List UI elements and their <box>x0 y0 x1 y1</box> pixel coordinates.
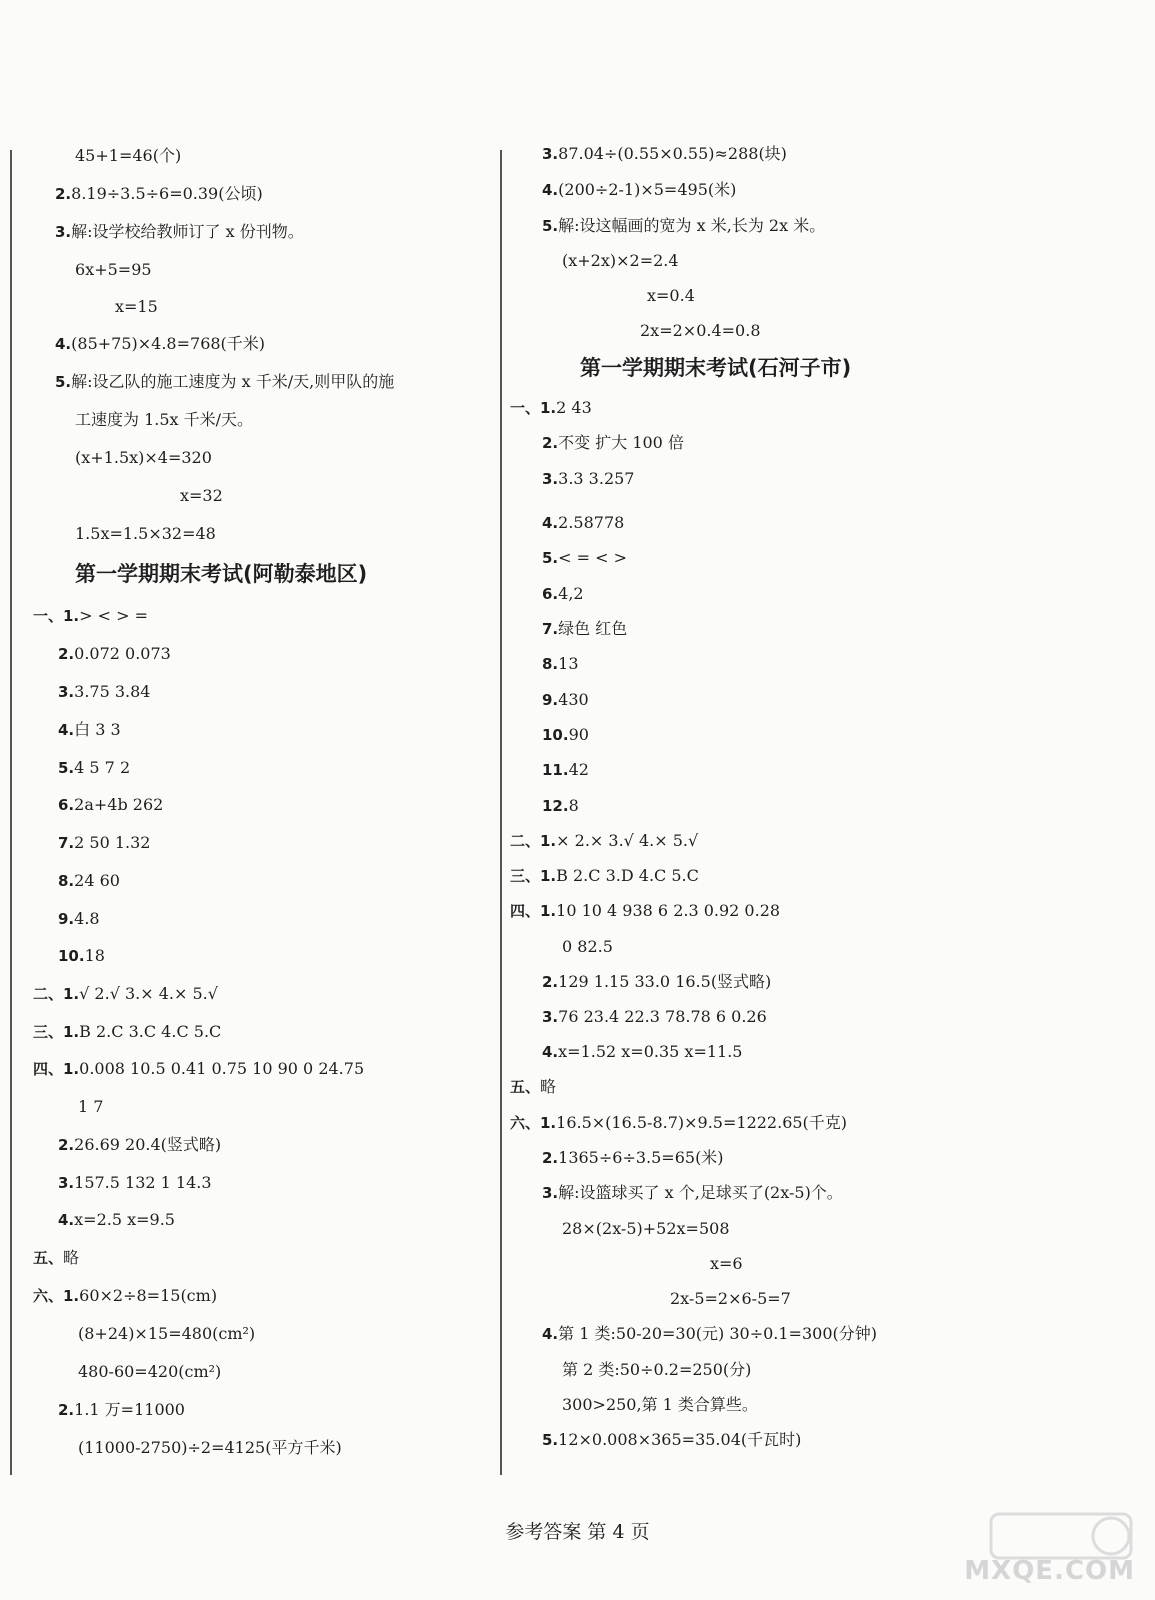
answer-line: 3.3.3 3.257 <box>542 469 635 488</box>
section-title: 第一学期期末考试(阿勒泰地区) <box>75 562 368 586</box>
answer-line: 10.18 <box>58 946 105 965</box>
answer-line: 四、1.0.008 10.5 0.41 0.75 10 90 0 24.75 <box>33 1059 365 1078</box>
answer-line: 2.8.19÷3.5÷6=0.39(公顷) <box>55 184 263 203</box>
answer-line: 7.2 50 1.32 <box>58 833 151 852</box>
answer-line: 45+1=46(个) <box>75 146 182 165</box>
answer-line: 2.26.69 20.4(竖式略) <box>58 1135 222 1154</box>
answer-line: 五、略 <box>510 1077 557 1096</box>
answer-line: 2.129 1.15 33.0 16.5(竖式略) <box>542 972 772 991</box>
answer-line: 六、1.60×2÷8=15(cm) <box>33 1286 218 1305</box>
watermark-text: MXQE.COM <box>964 1556 1135 1586</box>
answer-line: 1.5x=1.5×32=48 <box>75 524 216 543</box>
answer-line: 3.3.75 3.84 <box>58 682 151 701</box>
answer-line: 6.4,2 <box>542 584 584 603</box>
answer-line: 工速度为 1.5x 千米/天。 <box>75 410 254 429</box>
answer-line: 三、1.B 2.C 3.C 4.C 5.C <box>33 1022 222 1041</box>
answer-line: 5.解:设乙队的施工速度为 x 千米/天,则甲队的施 <box>55 372 395 391</box>
answer-line: 2.0.072 0.073 <box>58 644 171 663</box>
answer-line: 1 7 <box>78 1097 104 1116</box>
answer-line: 7.绿色 红色 <box>542 619 628 638</box>
answer-line: 4.(85+75)×4.8=768(千米) <box>55 334 266 353</box>
answer-line: (11000-2750)÷2=4125(平方千米) <box>78 1438 342 1457</box>
answer-line: 4.x=2.5 x=9.5 <box>58 1210 175 1229</box>
answer-line: 2.1.1 万=11000 <box>58 1400 185 1419</box>
answer-line: 2x=2×0.4=0.8 <box>640 321 761 340</box>
answer-line: 8.24 60 <box>58 871 120 890</box>
answer-line: 3.76 23.4 22.3 78.78 6 0.26 <box>542 1007 767 1026</box>
answer-line: 0 82.5 <box>562 937 613 956</box>
answer-line: (x+1.5x)×4=320 <box>75 448 212 467</box>
answer-line: 4.白 3 3 <box>58 720 121 739</box>
answer-line: 4.2.58778 <box>542 513 625 532</box>
left-margin-rule <box>10 150 12 1475</box>
column-divider <box>500 150 502 1475</box>
answer-line: 二、1.× 2.× 3.√ 4.× 5.√ <box>510 831 699 850</box>
answer-line: 5.< = < > <box>542 548 628 567</box>
answer-line: 3.解:设学校给教师订了 x 份刊物。 <box>55 222 304 241</box>
answer-line: (x+2x)×2=2.4 <box>562 251 679 270</box>
answer-line: 5.解:设这幅画的宽为 x 米,长为 2x 米。 <box>542 216 826 235</box>
answer-line: 28×(2x-5)+52x=508 <box>562 1219 730 1238</box>
answer-line: 五、略 <box>33 1248 80 1267</box>
answer-line: x=32 <box>180 486 223 505</box>
page-footer: 参考答案 第 4 页 <box>505 1521 650 1543</box>
answer-line: 5.12×0.008×365=35.04(千瓦时) <box>542 1430 802 1449</box>
section-title: 第一学期期末考试(石河子市) <box>580 356 852 380</box>
answer-line: (8+24)×15=480(cm²) <box>78 1324 256 1343</box>
answer-line: 12.8 <box>542 796 579 815</box>
answer-line: 10.90 <box>542 725 589 744</box>
answer-line: 9.4.8 <box>58 909 100 928</box>
answer-line: x=6 <box>710 1254 743 1273</box>
answer-line: 四、1.10 10 4 938 6 2.3 0.92 0.28 <box>510 901 781 920</box>
answer-line: 300>250,第 1 类合算些。 <box>562 1395 758 1414</box>
answer-line: 2.不变 扩大 100 倍 <box>542 433 684 452</box>
answer-line: 480-60=420(cm²) <box>78 1362 222 1381</box>
answer-line: 4.第 1 类:50-20=30(元) 30÷0.1=300(分钟) <box>542 1324 877 1343</box>
answer-line: 2x-5=2×6-5=7 <box>670 1289 791 1308</box>
answer-line: 4.x=1.52 x=0.35 x=11.5 <box>542 1042 743 1061</box>
answer-line: 第 2 类:50÷0.2=250(分) <box>562 1360 752 1379</box>
answer-line: x=0.4 <box>647 286 695 305</box>
answer-line: 六、1.16.5×(16.5-8.7)×9.5=1222.65(千克) <box>510 1113 848 1132</box>
answer-line: 一、1.2 43 <box>510 398 592 417</box>
answer-line: 9.430 <box>542 690 589 709</box>
answer-line: 2.1365÷6÷3.5=65(米) <box>542 1148 724 1167</box>
answer-line: 二、1.√ 2.√ 3.× 4.× 5.√ <box>33 984 218 1003</box>
answer-line: 3.87.04÷(0.55×0.55)≈288(块) <box>542 144 787 163</box>
answer-line: 11.42 <box>542 760 589 779</box>
answer-line: 一、1.> < > = <box>33 606 149 625</box>
answer-line: 三、1.B 2.C 3.D 4.C 5.C <box>510 866 699 885</box>
answer-line: 5.4 5 7 2 <box>58 758 131 777</box>
answer-line: 3.157.5 132 1 14.3 <box>58 1173 212 1192</box>
answer-line: 3.解:设篮球买了 x 个,足球买了(2x-5)个。 <box>542 1183 843 1202</box>
watermark-logo <box>951 1508 1141 1588</box>
answer-line: 6.2a+4b 262 <box>58 795 164 814</box>
answer-line: x=15 <box>115 297 158 316</box>
answer-line: 6x+5=95 <box>75 260 152 279</box>
answer-line: 4.(200÷2-1)×5=495(米) <box>542 180 737 199</box>
answer-line: 8.13 <box>542 654 579 673</box>
